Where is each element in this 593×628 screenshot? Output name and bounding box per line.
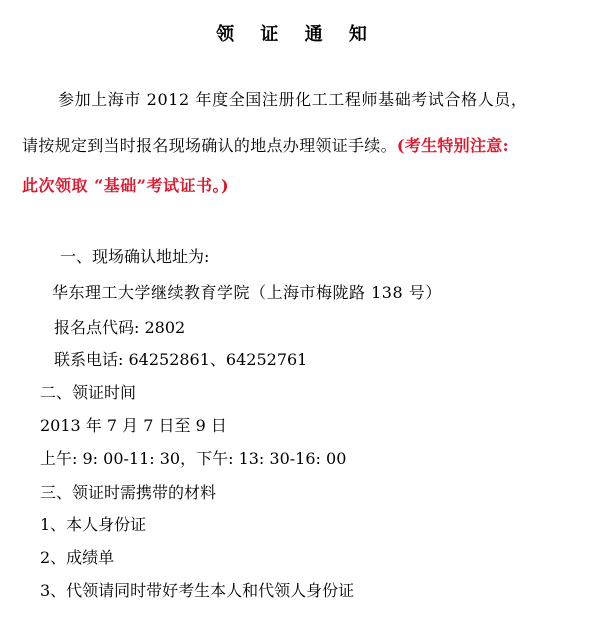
intro-line-2 [22,136,509,156]
registration-code: 报名点代码: 2802 [54,318,186,337]
list-item: 2、成绩单 [40,548,115,567]
section-2-heading: 二、领证时间 [40,383,137,402]
list-item: 1、本人身份证 [40,515,147,534]
special-notice-end: 此次领取 “基础”考试证书。) [22,176,230,195]
document-title: 领 证 通 知 [216,24,377,45]
section-1-heading: 一、现场确认地址为: [60,247,210,266]
list-item: 3、代领请同时带好考生本人和代领人身份证 [40,581,355,600]
confirmation-address: 华东理工大学继续教育学院（上海市梅陇路 138 号） [52,283,442,302]
intro-line-2-text: 请按规定到当时报名现场确认的地点办理领证手续。 [22,136,397,155]
collection-hours: 上午: 9: 00-11: 30，下午: 13: 30-16: 00 [40,449,347,468]
special-notice-start: (考生特别注意: [396,136,509,155]
contact-phone: 联系电话: 64252861、64252761 [54,350,308,369]
intro-line-1: 参加上海市 2012 年度全国注册化工工程师基础考试合格人员， [58,90,528,109]
collection-dates: 2013 年 7 月 7 日至 9 日 [40,416,227,435]
section-3-heading: 三、领证时需携带的材料 [40,483,217,502]
